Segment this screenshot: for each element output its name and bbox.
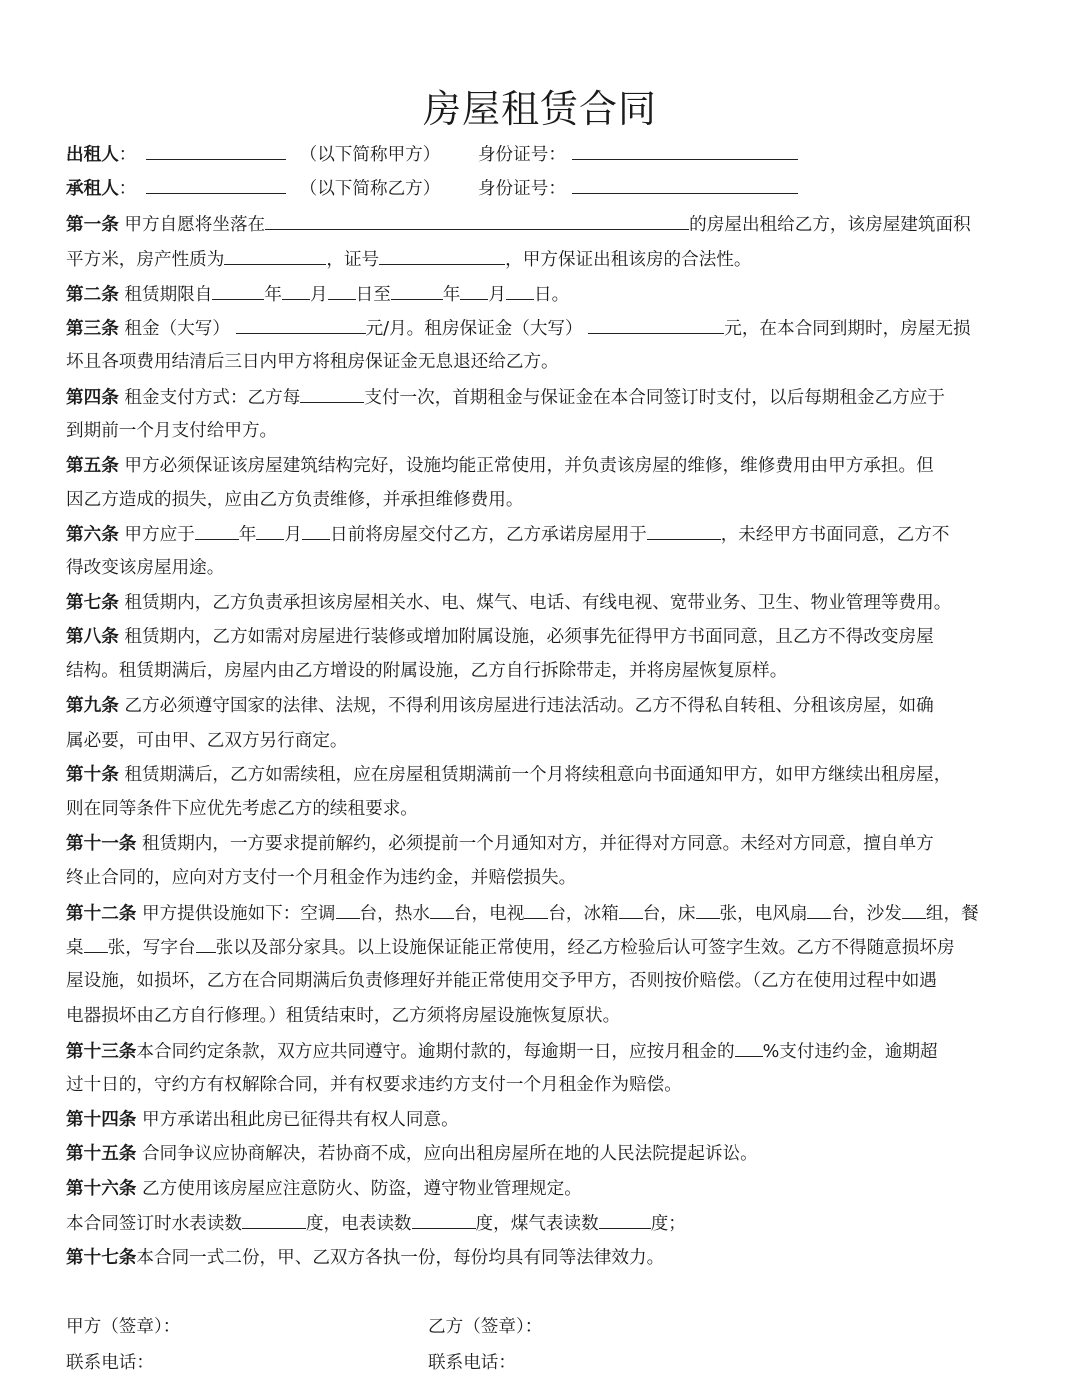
article-8-line-1 [66, 624, 1026, 650]
fridge-label: 台，冰箱 [548, 904, 619, 924]
article-13-text-b: %支付违约金，逾期超 [762, 1042, 938, 1062]
article-7-label: 第七条 [66, 593, 119, 613]
article-9-line-2: 属必要，可由甲、乙双方另行商定。 [66, 731, 348, 751]
tv-count-blank[interactable] [524, 900, 548, 919]
year-label: 年 [264, 285, 282, 305]
article-8-label: 第八条 [66, 627, 119, 647]
article-2-text-a: 租赁期限自 [124, 285, 213, 305]
lessee-name-blank[interactable] [146, 175, 286, 194]
article-6-text-b: 日前将房屋交付乙方，乙方承诺房屋用于 [330, 525, 647, 545]
end-month-blank[interactable] [460, 281, 488, 300]
heater-count-blank[interactable] [430, 900, 454, 919]
lessee-id-label: 身份证号： [477, 179, 566, 199]
certificate-number-blank[interactable] [379, 246, 505, 265]
article-4-line-1 [66, 384, 1026, 411]
article-3-line-1 [66, 315, 1026, 342]
article-15-text: 合同争议应协商解决，若协商不成，应向出租房屋所在地的人民法院提起诉讼。 [141, 1144, 758, 1164]
article-15-label: 第十五条 [66, 1144, 137, 1164]
lessee-label: 承租人 [66, 179, 119, 199]
article-3-label: 第三条 [66, 319, 119, 339]
article-10-text: 租赁期满后，乙方如需续租，应在房屋租赁期满前一个月将续租意向书面通知甲方，如甲方继续出租房屋， [124, 765, 952, 785]
end-day-blank[interactable] [506, 281, 534, 300]
fan-label: 张，电风扇 [719, 904, 808, 924]
article-11-text: 租赁期内，一方要求提前解约，必须提前一个月通知对方，并征得对方同意。未经对方同意，擅自单方 [141, 834, 934, 854]
article-11-label: 第十一条 [66, 834, 137, 854]
article-4-text-b: 支付一次，首期租金与保证金在本合同签订时支付，以后每期租金乙方应于 [364, 388, 945, 408]
article-13-label: 第十三条 [66, 1042, 137, 1062]
article-11-line-1 [66, 831, 1026, 857]
water-meter-label: 本合同签订时水表读数 [66, 1214, 242, 1234]
article-1-text-b: 的房屋出租给乙方，该房屋建筑面积 [689, 215, 971, 235]
sofa-label: 台，沙发 [831, 904, 902, 924]
article-10-line-1 [66, 762, 1026, 788]
sofa-count-blank[interactable] [902, 900, 926, 919]
table-count-blank[interactable] [84, 934, 108, 953]
deposit-amount-blank[interactable] [588, 315, 724, 334]
penalty-percent-blank[interactable] [735, 1038, 763, 1057]
handover-day-blank[interactable] [302, 521, 330, 540]
article-9-line-1 [66, 693, 1026, 719]
party-b-phone[interactable]: 联系电话： [428, 1353, 516, 1373]
location-blank[interactable] [265, 211, 689, 230]
article-1-text-d: ，证号 [326, 250, 380, 270]
article-5-line-1 [66, 453, 1026, 479]
article-6-line-2: 得改变该房屋用途。 [66, 558, 225, 578]
party-b-signature[interactable]: 乙方（签章）： [428, 1317, 543, 1337]
article-16-label: 第十六条 [66, 1179, 137, 1199]
article-5-label: 第五条 [66, 456, 119, 476]
article-16-text: 乙方使用该房屋应注意防火、防盗，遵守物业管理规定。 [141, 1179, 582, 1199]
article-6-line-1 [66, 521, 1026, 548]
start-month-blank[interactable] [282, 281, 310, 300]
article-14-text: 甲方承诺出租此房已征得共有权人同意。 [141, 1110, 459, 1130]
article-9-text: 乙方必须遵守国家的法律、法规，不得利用该房屋进行违法活动。乙方不得私自转租、分租该房屋，如确 [124, 696, 934, 716]
lessor-name-blank[interactable] [146, 141, 286, 160]
electric-meter-blank[interactable] [412, 1210, 476, 1229]
article-13-line-1 [66, 1038, 1026, 1065]
party-a-signature[interactable]: 甲方（签章）： [66, 1317, 181, 1337]
party-a-phone[interactable]: 联系电话： [66, 1353, 154, 1373]
article-4-label: 第四条 [66, 388, 119, 408]
page-title: 房屋租赁合同 [422, 87, 657, 131]
usage-blank[interactable] [647, 521, 721, 540]
article-9-label: 第九条 [66, 696, 119, 716]
article-3-text-b: 元/月。租房保证金（大写） [365, 319, 583, 339]
article-8-text: 租赁期内，乙方如需对房屋进行装修或增加附属设施，必须事先征得甲方书面同意，且乙方不得改变房屋 [124, 627, 934, 647]
article-4-text-a: 租金支付方式：乙方每 [124, 388, 301, 408]
tv-label: 台，电视 [453, 904, 525, 924]
article-1-text-c: 平方米，房产性质为 [66, 250, 225, 270]
article-1-text-e: ，甲方保证出租该房的合法性。 [505, 250, 752, 270]
article-12-line-1 [66, 900, 1026, 927]
article-17-label: 第十七条 [66, 1248, 137, 1268]
article-3-text-c: 元，在本合同到期时，房屋无损 [724, 319, 971, 339]
article-2-text-b: 日至 [355, 285, 391, 305]
article-13-text-a: 本合同约定条款，双方应共同遵守。逾期付款的，每逾期一日，应按月租金的 [136, 1042, 735, 1062]
start-year-blank[interactable] [212, 281, 264, 300]
bed-count-blank[interactable] [696, 900, 720, 919]
article-12-line-3: 屋设施，如损坏，乙方在合同期满后负责修理好并能正常使用交予甲方，否则按价赔偿。（乙方在使用过程中如遇 [66, 971, 937, 991]
meter-suffix: 度； [650, 1214, 686, 1234]
article-14-label: 第十四条 [66, 1110, 137, 1130]
desk-label: 张，写字台 [107, 938, 196, 958]
article-4-line-2: 到期前一个月支付给甲方。 [66, 421, 278, 441]
article-6-label: 第六条 [66, 525, 119, 545]
article-6-text-a: 甲方应于 [124, 525, 195, 545]
article-6-text-c: ，未经甲方书面同意，乙方不 [720, 525, 950, 545]
article-7-line [66, 590, 1026, 616]
desk-count-blank[interactable] [196, 934, 216, 953]
lessee-id-blank[interactable] [572, 175, 798, 194]
article-1-label: 第一条 [66, 215, 119, 235]
article-13-line-2: 过十日的，守约方有权解除合同，并有权要求违约方支付一个月租金作为赔偿。 [66, 1075, 682, 1095]
fridge-count-blank[interactable] [619, 900, 643, 919]
meter-readings-line [66, 1210, 1026, 1237]
article-2-line [66, 281, 1026, 308]
article-16-line [66, 1176, 1026, 1202]
article-1-line-2 [66, 246, 1026, 273]
table-label: 桌 [66, 938, 84, 958]
gas-meter-label: 度，煤气表读数 [475, 1214, 599, 1234]
article-12-line-2 [66, 934, 1026, 961]
lessor-id-label: 身份证号： [477, 145, 566, 165]
article-5-text: 甲方必须保证该房屋建筑结构完好，设施均能正常使用，并负责该房屋的维修，维修费用由甲方承担。但 [124, 456, 934, 476]
month-label: 月 [284, 525, 302, 545]
year-label: 年 [238, 525, 257, 545]
start-day-blank[interactable] [328, 281, 356, 300]
article-12-label: 第十二条 [66, 904, 137, 924]
article-5-line-2: 因乙方造成的损失，应由乙方负责维修，并承担维修费用。 [66, 490, 524, 510]
article-12-text-a: 甲方提供设施如下：空调 [141, 904, 336, 924]
article-14-line [66, 1107, 1026, 1133]
lessor-line: 出租人： （以下简称甲方） 身份证号： [66, 141, 1026, 168]
article-1-text-a: 甲方自愿将坐落在 [124, 215, 266, 235]
rent-amount-blank[interactable] [236, 315, 366, 334]
payment-period-blank[interactable] [300, 384, 364, 403]
article-12-line-4: 电器损坏由乙方自行修理。）租赁结束时，乙方须将房屋设施恢复原状。 [66, 1006, 621, 1026]
lessor-id-blank[interactable] [572, 141, 798, 160]
handover-year-blank[interactable] [195, 521, 239, 540]
article-2-label: 第二条 [66, 285, 119, 305]
bed-label: 台，床 [642, 904, 696, 924]
fan-count-blank[interactable] [807, 900, 831, 919]
article-1-line-1 [66, 211, 1026, 238]
end-year-blank[interactable] [391, 281, 443, 300]
property-nature-blank[interactable] [224, 246, 326, 265]
article-8-line-2: 结构。租赁期满后，房屋内由乙方增设的附属设施，乙方自行拆除带走，并将房屋恢复原样。 [66, 661, 788, 681]
water-meter-blank[interactable] [242, 1210, 306, 1229]
article-15-line [66, 1141, 1026, 1167]
article-11-line-2: 终止合同的，应向对方支付一个月租金作为违约金，并赔偿损失。 [66, 868, 577, 888]
lessee-suffix: （以下简称乙方） [299, 179, 441, 199]
heater-label: 台，热水 [359, 904, 430, 924]
handover-month-blank[interactable] [256, 521, 284, 540]
article-10-line-2: 则在同等条件下应优先考虑乙方的续租要求。 [66, 799, 418, 819]
article-3-line-2: 坏且各项费用结清后三日内甲方将租房保证金无息退还给乙方。 [66, 352, 559, 372]
article-7-text: 租赁期内，乙方负责承担该房屋相关水、电、煤气、电话、有线电视、宽带业务、卫生、物业管理等费用。 [124, 593, 952, 613]
article-10-label: 第十条 [66, 765, 119, 785]
month-label: 月 [488, 285, 507, 305]
ac-count-blank[interactable] [336, 900, 360, 919]
lessor-label: 出租人 [66, 145, 119, 165]
dining-label: 组，餐 [925, 904, 979, 924]
article-12-text-b: 张以及部分家具。以上设施保证能正常使用，经乙方检验后认可签字生效。乙方不得随意损坏房 [215, 938, 955, 958]
month-label: 月 [309, 285, 328, 305]
electric-meter-label: 度，电表读数 [305, 1214, 412, 1234]
article-3-text-a: 租金（大写） [124, 319, 230, 339]
lessee-line: 承租人： （以下简称乙方） 身份证号： [66, 175, 1026, 202]
year-label: 年 [442, 285, 461, 305]
article-17-text: 本合同一式二份，甲、乙双方各执一份，每份均具有同等法律效力。 [136, 1248, 665, 1268]
lessor-suffix: （以下简称甲方） [299, 145, 441, 165]
article-17-line [66, 1245, 1026, 1271]
article-2-text-c: 日。 [534, 285, 570, 305]
gas-meter-blank[interactable] [599, 1210, 651, 1229]
